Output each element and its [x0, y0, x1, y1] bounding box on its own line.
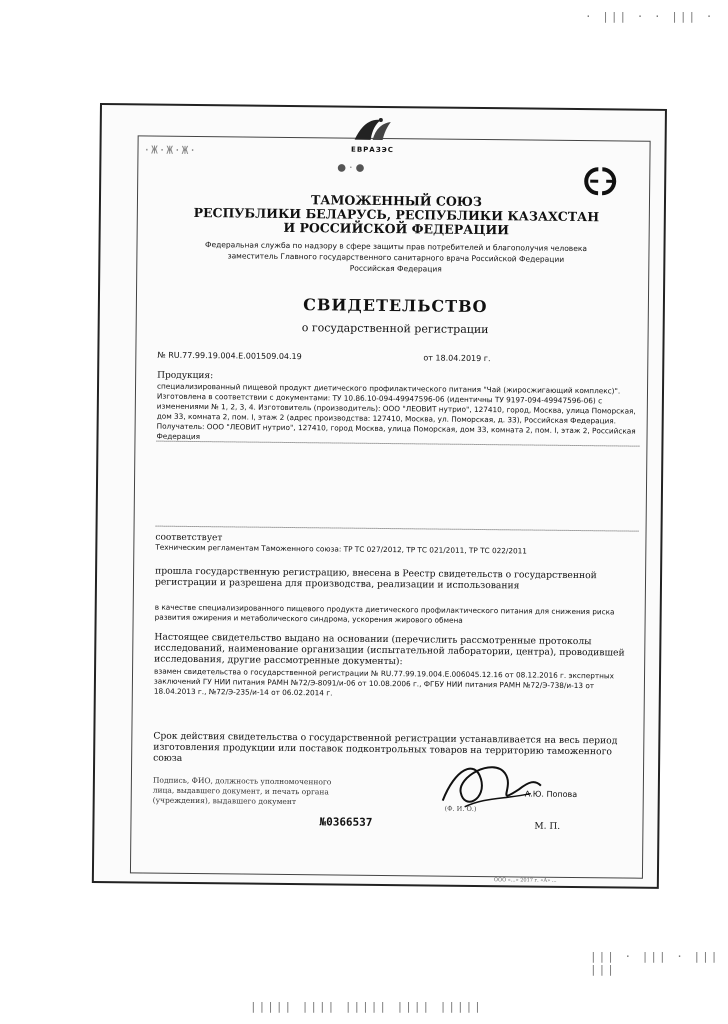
header-line-2: РЕСПУБЛИКИ БЕЛАРУСЬ, РЕСПУБЛИКИ КАЗАХСТАН [193, 204, 600, 225]
scan-marks-bottom-right: ||| · ||| · ||| ||| [590, 950, 720, 976]
scan-stamp-left: ·Ж·Ж·Ж· [143, 143, 197, 158]
scan-marks-top-right: · ||| · · ||| · [585, 10, 715, 23]
product-purpose: в качестве специализированного пищевого продукта диетического профилактического питания для снижения риска развития ожирения и метаболического синдрома, ускорения жирового обмена [154, 602, 615, 625]
eaeu-emblem-icon [351, 114, 395, 146]
basis-documents: взамен свидетельства о государственной регистрации № RU.77.99.19.004.Е.006045.12.16 от 08.12.2016 г. экспертных заключений ГУ НИИ питания РАМН №72/Э-8091/и-06 от 10.08.2006 г., ФГБУ НИИ питания РАМН №72/Э-738/и-13 от 18.04.2013 г., №72/Э-235/и-14 от 06.02.2014 г. [153, 666, 615, 698]
signer-name: А.Ю. Попова [524, 789, 578, 800]
registration-statement: прошла государственную регистрацию, внесена в Реестр свидетельств о государственной регистрации и разрешена для производства, реализации и использования [154, 565, 597, 592]
seal-place-label: М. П. [534, 821, 561, 832]
registration-number: RU.77.99.19.004.Е.001509.04.19 [168, 350, 302, 362]
registration-date-block [423, 353, 490, 363]
issuing-agency [148, 239, 643, 277]
product-description: специализированный пищевой продукт диетического профилактического питания "Чай (жиросжигающий комплекс)". Изготовлена в соответствии с документами: ТУ 10.86.10-094-49947596-06 (идентичны ТУ 9197-094-49947596-06) с изменениями № 1, 2, 3, 4. Изготовитель (производитель): ООО "ЛЕОВИТ нутрио", 127410, город, Москва, улица Поморская, дом 33, комната 2, пом. I, этаж 2 (адрес производства: 127410, Москва, ул. Поморская, д. 33), Российская Федерация. Получатель: ООО "ЛЕОВИТ нутрио", 127410, город Москва, улица Поморская, дом 33, комната 2, пом. I, этаж 2, Российская Федерация [156, 381, 636, 442]
signature-label: Подпись, ФИО, должность уполномоченного лица, выдавшего документ, и печать органа (учреждения), выдавшего документ [152, 775, 332, 807]
document-subtitle: о государственной регистрации [301, 321, 489, 337]
basis-statement: Настоящее свидетельство выдано на основании (перечислить рассмотренные протоколы исследований, наименование организации (испытательной лаборатории, центра), проводившей исследования, другие рассмотренные документы): [154, 631, 625, 668]
header-line-3: И РОССИЙСКОЙ ФЕДЕРАЦИИ [283, 219, 510, 238]
complies-regulations: Техническим регламентам Таможенного союза: ТР ТС 027/2012, ТР ТС 021/2011, ТР ТС 022/2011 [155, 542, 527, 556]
validity-statement: Срок действия свидетельства о государственной регистрации устанавливается на весь период изготовления продукции или поставок подконтрольных товаров на территорию таможенного союза [153, 730, 618, 764]
scan-stamp-mid: ● · ● [337, 162, 365, 174]
header-line-1: ТАМОЖЕННЫЙ СОЮЗ [310, 192, 483, 210]
eaeu-logo [337, 113, 407, 154]
registration-date-prefix: от [423, 353, 433, 363]
registration-number-prefix: № [157, 350, 166, 360]
document-title: СВИДЕТЕЛЬСТВО [303, 295, 488, 317]
product-label: Продукция: [157, 370, 214, 382]
union-header [149, 192, 644, 239]
complies-label: соответствует [155, 532, 223, 544]
fio-caption: (Ф. И. О.) [444, 804, 477, 813]
eaeu-logo-text: ЕВРАЗЭС [351, 145, 395, 155]
eac-conformity-mark-icon [576, 165, 624, 198]
blank-serial-number: №0366537 [319, 815, 373, 829]
scan-marks-bottom-edge: ||||| |||| ||||| |||| ||||| [250, 1000, 483, 1013]
agency-line-2: заместитель Главного государственного санитарного врача Российской Федерации [227, 251, 565, 264]
agency-line-3: Российская Федерация [349, 263, 442, 274]
registration-date: 18.04.2019 г. [435, 353, 491, 364]
printer-footnote: ООО «...» 2017 г. «А» ... [493, 877, 557, 884]
certificate-sheet [92, 103, 667, 889]
agency-line-1: Федеральная служба по надзору в сфере защиты прав потребителей и благополучия человека [204, 240, 588, 254]
